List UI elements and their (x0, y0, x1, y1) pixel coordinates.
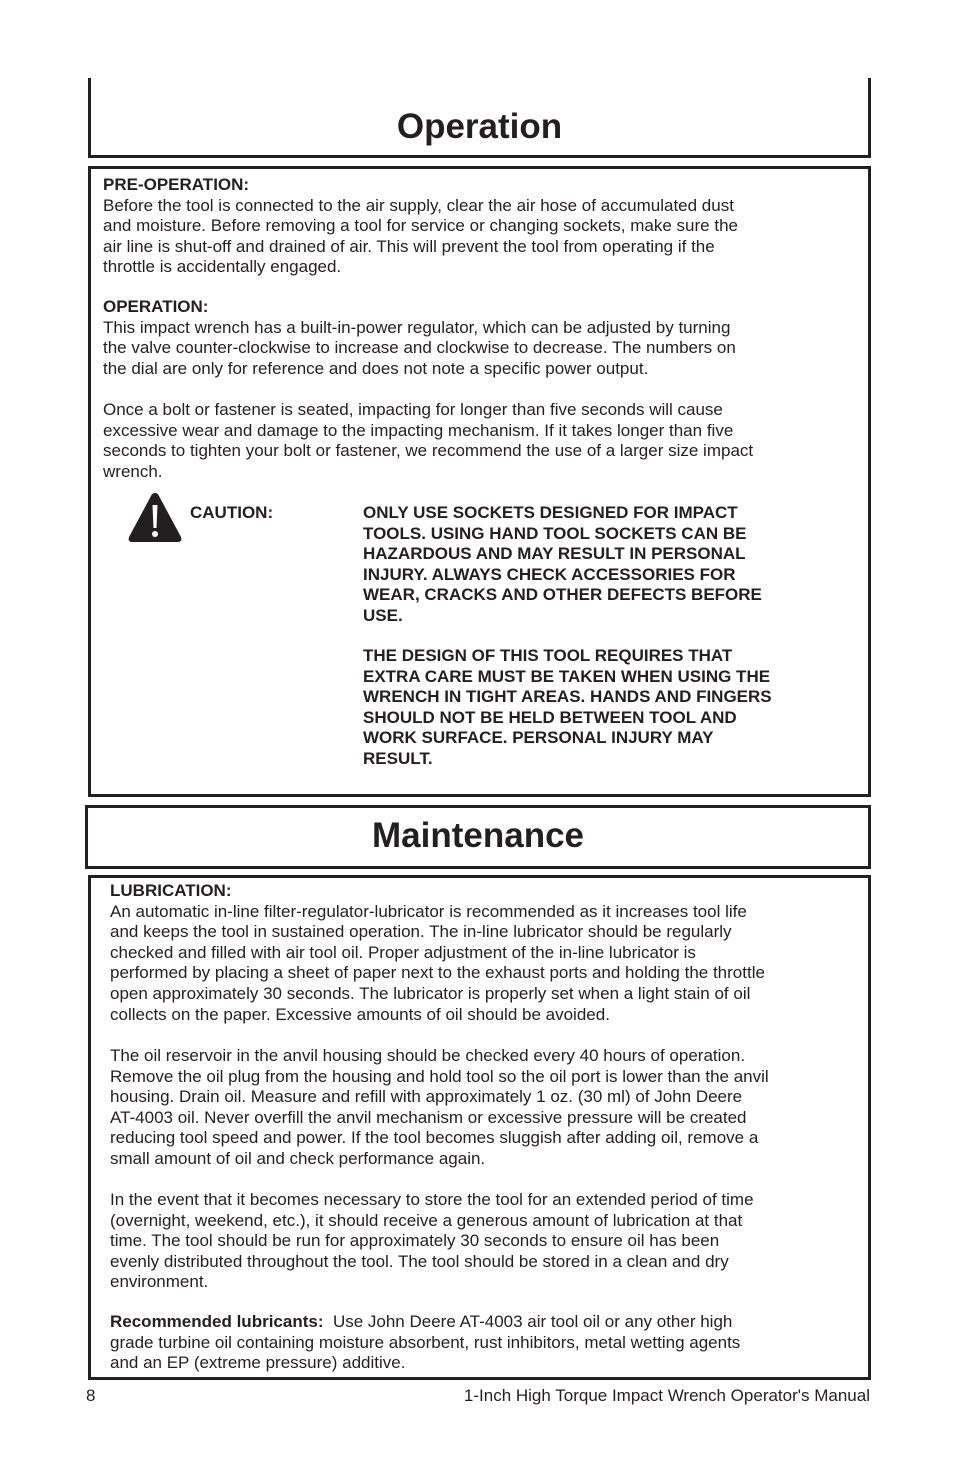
lubrication-heading: LUBRICATION: (110, 881, 232, 900)
operation-heading: OPERATION: (103, 297, 209, 316)
recommended-line: and an EP (extreme pressure) additive. (110, 1353, 406, 1373)
caution-line: USE. (363, 605, 403, 625)
storage-line: (overnight, weekend, etc.), it should receive a generous amount of lubrication at that (110, 1210, 743, 1230)
reservoir-line: reducing tool speed and power. If the tool becomes sluggish after adding oil, remove a (110, 1128, 759, 1148)
pre-operation-line: Before the tool is connected to the air supply, clear the air hose of accumulated dust (103, 195, 734, 215)
operation-line: the dial are only for reference and does not note a specific power output. (103, 358, 649, 378)
pre-operation-section (103, 175, 863, 278)
caution-line: HAZARDOUS AND MAY RESULT IN PERSONAL (363, 544, 746, 564)
recommended-first-text: Use John Deere AT-4003 air tool oil or any other high (323, 1312, 733, 1331)
operation-line: This impact wrench has a built-in-power regulator, which can be adjusted by turning (103, 317, 731, 337)
caution-line: TOOLS. USING HAND TOOL SOCKETS CAN BE (363, 523, 747, 543)
caution-line: SHOULD NOT BE HELD BETWEEN TOOL AND (363, 707, 737, 727)
caution-line: WORK SURFACE. PERSONAL INJURY MAY (363, 728, 714, 748)
reservoir-section (110, 1046, 865, 1170)
lubrication-line: performed by placing a sheet of paper next to the exhaust ports and holding the throttle (110, 963, 765, 983)
caution-line: ONLY USE SOCKETS DESIGNED FOR IMPACT (363, 503, 738, 522)
operation-title-box (88, 78, 871, 158)
storage-line: In the event that it becomes necessary to store the tool for an extended period of time (110, 1190, 754, 1209)
pre-operation-line: air line is shut-off and drained of air. This will prevent the tool from operating if the (103, 236, 715, 256)
operation-title: Operation (396, 107, 563, 146)
caution-line: THE DESIGN OF THIS TOOL REQUIRES THAT (363, 646, 733, 665)
seated-line: seconds to tighten your bolt or fastener, we recommend the use of a larger size impact (103, 441, 754, 461)
reservoir-line: Remove the oil plug from the housing and hold tool so the oil port is lower than the anvil (110, 1066, 769, 1086)
operation-line: the valve counter-clockwise to increase and clockwise to decrease. The numbers on (103, 338, 736, 358)
lubrication-line: and keeps the tool in sustained operation. The in-line lubricator should be regularly (110, 922, 732, 942)
lubrication-section (110, 881, 865, 1025)
seated-section (103, 400, 863, 482)
maintenance-title-box (85, 805, 871, 869)
reservoir-line: housing. Drain oil. Measure and refill with approximately 1 oz. (30 ml) of John Deere (110, 1087, 743, 1107)
lubrication-line: collects on the paper. Excessive amounts of oil should be avoided. (110, 1004, 610, 1024)
caution-label: CAUTION: (190, 503, 274, 522)
seated-line: wrench. (103, 461, 163, 481)
maintenance-title: Maintenance (372, 816, 584, 855)
caution-line: RESULT. (363, 748, 433, 768)
caution-line: INJURY. ALWAYS CHECK ACCESSORIES FOR (363, 564, 736, 584)
manual-title: 1-Inch High Torque Impact Wrench Operator's Manual (463, 1386, 870, 1405)
operation-section (103, 297, 863, 379)
storage-line: environment. (110, 1272, 209, 1292)
recommended-line: grade turbine oil containing moisture absorbent, rust inhibitors, metal wetting agents (110, 1332, 741, 1352)
warning-triangle-icon (127, 491, 183, 543)
pre-operation-line: throttle is accidentally engaged. (103, 257, 342, 277)
caution-block-1 (363, 503, 853, 627)
storage-line: time. The tool should be run for approximately 30 seconds to ensure oil has been (110, 1231, 720, 1251)
pre-operation-line: and moisture. Before removing a tool for service or changing sockets, make sure the (103, 216, 738, 236)
caution-block-2 (363, 646, 853, 770)
caution-line: EXTRA CARE MUST BE TAKEN WHEN USING THE (363, 666, 771, 686)
storage-section (110, 1190, 865, 1293)
page-number: 8 (86, 1386, 96, 1405)
lubrication-line: checked and filled with air tool oil. Proper adjustment of the in-line lubricator is (110, 942, 696, 962)
lubrication-line: An automatic in-line filter-regulator-lubricator is recommended as it increases tool life (110, 901, 747, 921)
seated-line: Once a bolt or fastener is seated, impacting for longer than five seconds will cause (103, 400, 723, 419)
lubrication-line: open approximately 30 seconds. The lubricator is properly set when a light stain of oil (110, 983, 751, 1003)
reservoir-line: The oil reservoir in the anvil housing should be checked every 40 hours of operation. (110, 1046, 746, 1065)
storage-line: evenly distributed throughout the tool. The tool should be stored in a clean and dry (110, 1251, 729, 1271)
seated-line: excessive wear and damage to the impacting mechanism. If it takes longer than five (103, 420, 734, 440)
reservoir-line: small amount of oil and check performance again. (110, 1148, 486, 1168)
pre-operation-heading: PRE-OPERATION: (103, 175, 250, 194)
recommended-label: Recommended lubricants: (110, 1312, 324, 1331)
caution-line: WEAR, CRACKS AND OTHER DEFECTS BEFORE (363, 585, 762, 605)
recommended-section (110, 1312, 865, 1374)
recommended-first-line (110, 1312, 865, 1333)
caution-line: WRENCH IN TIGHT AREAS. HANDS AND FINGERS (363, 687, 772, 707)
reservoir-line: AT-4003 oil. Never overfill the anvil mechanism or excessive pressure will be created (110, 1107, 747, 1127)
